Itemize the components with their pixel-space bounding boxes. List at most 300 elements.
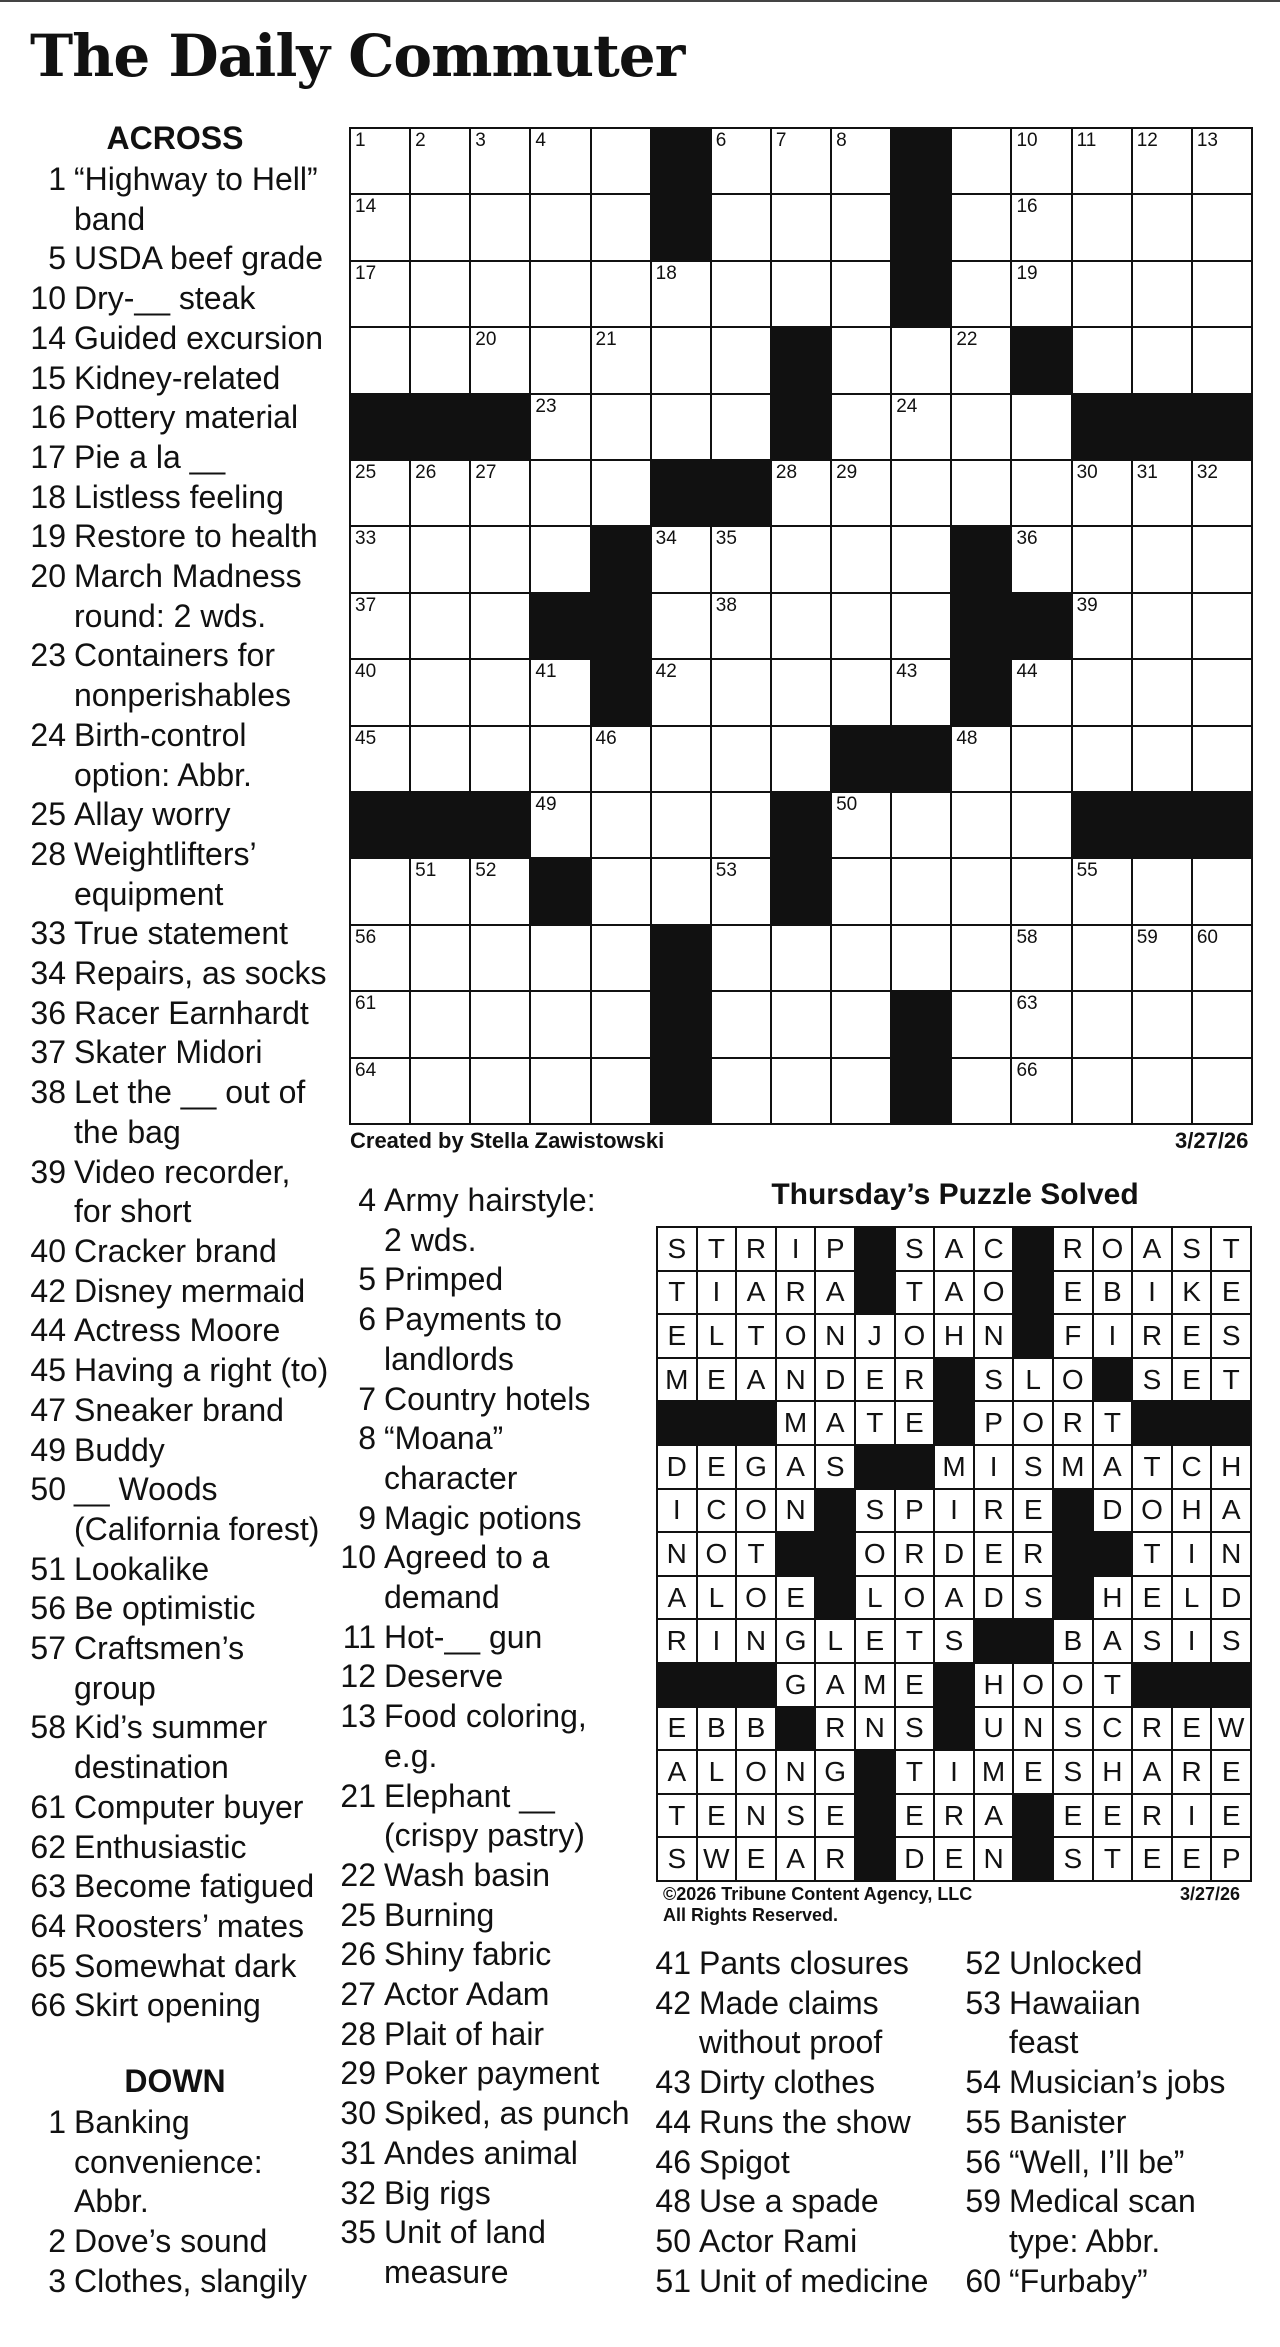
clue-line (30, 1311, 340, 1351)
grid-cell[interactable] (832, 793, 890, 857)
grid-cell[interactable] (892, 461, 950, 525)
solution-block (1054, 1533, 1092, 1575)
solution-letter: T (1133, 1533, 1171, 1575)
solution-letter: S (896, 1228, 934, 1270)
clue-text: type: Abbr. (1009, 2222, 1161, 2259)
solution-letter: T (1212, 1228, 1250, 1270)
grid-block (592, 527, 650, 591)
grid-cell[interactable] (531, 262, 589, 326)
grid-cell[interactable] (1133, 660, 1191, 724)
solution-letter: R (975, 1490, 1013, 1532)
clue-text: destination (74, 1749, 229, 1786)
grid-cell[interactable] (351, 594, 409, 658)
grid-cell[interactable] (772, 660, 830, 724)
clue-line (340, 1935, 640, 1975)
grid-cell[interactable] (712, 527, 770, 591)
grid-cell[interactable] (1012, 793, 1070, 857)
solution-letter: E (698, 1795, 736, 1837)
grid-cell[interactable] (1193, 926, 1251, 990)
clue-number: 8 (358, 1420, 376, 1457)
clue-number: 51 (655, 2262, 691, 2299)
grid-cell[interactable] (1073, 926, 1131, 990)
grid-cell[interactable] (1133, 328, 1191, 392)
solution-letter: E (1212, 1751, 1250, 1793)
solution-letter: B (1054, 1620, 1092, 1662)
clue-text: 2 wds. (384, 1221, 477, 1258)
solution-letter: O (737, 1751, 775, 1793)
grid-cell[interactable] (471, 262, 529, 326)
solution-letter: A (737, 1359, 775, 1401)
grid-cell[interactable] (592, 1059, 650, 1123)
grid-cell[interactable] (411, 195, 469, 259)
clue-text: __ Woods (74, 1471, 218, 1508)
solution-letter: A (975, 1795, 1013, 1837)
grid-cell[interactable] (592, 793, 650, 857)
grid-cell[interactable] (1133, 859, 1191, 923)
clue-number: 48 (655, 2183, 691, 2220)
grid-cell[interactable] (1193, 992, 1251, 1056)
cell-number: 16 (1016, 196, 1038, 218)
solution-letter: G (737, 1446, 775, 1488)
grid-cell[interactable] (832, 926, 890, 990)
grid-cell[interactable] (832, 660, 890, 724)
grid-cell[interactable] (531, 793, 589, 857)
clue-line (340, 2253, 640, 2293)
grid-cell[interactable] (832, 328, 890, 392)
clue-text: Shiny fabric (384, 1936, 552, 1973)
crossword-grid[interactable] (349, 127, 1253, 1125)
grid-cell[interactable] (531, 461, 589, 525)
cell-number: 18 (655, 262, 677, 284)
grid-cell[interactable] (1012, 395, 1070, 459)
grid-cell[interactable] (892, 926, 950, 990)
grid-cell[interactable] (1073, 1059, 1131, 1123)
grid-block (531, 859, 589, 923)
grid-block (652, 461, 710, 525)
grid-cell[interactable] (832, 195, 890, 259)
clue-line (655, 2143, 955, 2183)
clue-line (30, 914, 340, 954)
grid-cell[interactable] (892, 660, 950, 724)
grid-cell[interactable] (411, 992, 469, 1056)
solution-letter: E (935, 1838, 973, 1880)
clue-text: Restore to health (74, 518, 318, 555)
grid-cell[interactable] (652, 395, 710, 459)
grid-cell[interactable] (471, 660, 529, 724)
grid-cell[interactable] (712, 926, 770, 990)
grid-cell[interactable] (351, 727, 409, 791)
grid-cell[interactable] (712, 992, 770, 1056)
clue-number: 50 (30, 1471, 66, 1508)
clue-text: Made claims (699, 1984, 879, 2021)
grid-cell[interactable] (471, 1059, 529, 1123)
clue-line (30, 160, 340, 200)
grid-cell[interactable] (832, 395, 890, 459)
grid-cell[interactable] (712, 594, 770, 658)
solution-block (1014, 1228, 1052, 1270)
byline: Created by Stella Zawistowski (350, 1128, 665, 1153)
clue-text: Guided excursion (74, 319, 324, 356)
clue-number: 39 (30, 1153, 66, 1190)
clue-line (30, 2143, 340, 2183)
grid-cell[interactable] (892, 859, 950, 923)
clue-text: “Furbaby” (1009, 2262, 1148, 2299)
grid-cell[interactable] (411, 1059, 469, 1123)
across-heading: ACROSS (106, 120, 244, 156)
grid-cell[interactable] (712, 262, 770, 326)
solution-letter: A (935, 1228, 973, 1270)
grid-cell[interactable] (1193, 195, 1251, 259)
grid-cell[interactable] (1073, 660, 1131, 724)
grid-cell[interactable] (952, 461, 1010, 525)
grid-cell[interactable] (772, 262, 830, 326)
grid-cell[interactable] (892, 793, 950, 857)
grid-cell[interactable] (1073, 594, 1131, 658)
clue-text: Sneaker brand (74, 1391, 284, 1428)
grid-cell[interactable] (1073, 461, 1131, 525)
grid-cell[interactable] (1073, 727, 1131, 791)
clue-number: 58 (30, 1709, 66, 1746)
grid-cell[interactable] (1133, 727, 1191, 791)
grid-cell[interactable] (471, 594, 529, 658)
grid-cell[interactable] (1012, 195, 1070, 259)
solution-letter: N (1212, 1533, 1250, 1575)
grid-cell[interactable] (832, 129, 890, 193)
grid-cell[interactable] (1012, 1059, 1070, 1123)
grid-cell[interactable] (952, 129, 1010, 193)
grid-cell[interactable] (531, 527, 589, 591)
grid-cell[interactable] (1133, 262, 1191, 326)
grid-cell[interactable] (1193, 660, 1251, 724)
solution-block (698, 1664, 736, 1706)
grid-cell[interactable] (832, 262, 890, 326)
grid-cell[interactable] (1073, 992, 1131, 1056)
clue-text: Big rigs (384, 2174, 491, 2211)
cell-number: 60 (1196, 926, 1218, 948)
grid-cell[interactable] (832, 992, 890, 1056)
grid-cell[interactable] (712, 727, 770, 791)
grid-cell[interactable] (1193, 262, 1251, 326)
grid-cell[interactable] (411, 926, 469, 990)
grid-cell[interactable] (351, 195, 409, 259)
clue-text: Poker payment (384, 2055, 600, 2092)
grid-cell[interactable] (1133, 461, 1191, 525)
grid-cell[interactable] (351, 461, 409, 525)
grid-cell[interactable] (1073, 859, 1131, 923)
solution-letter: T (737, 1315, 775, 1357)
grid-cell[interactable] (592, 461, 650, 525)
grid-cell[interactable] (1012, 926, 1070, 990)
grid-cell[interactable] (351, 129, 409, 193)
clue-number: 25 (30, 796, 66, 833)
grid-cell[interactable] (531, 727, 589, 791)
grid-cell[interactable] (832, 461, 890, 525)
grid-cell[interactable] (471, 195, 529, 259)
grid-cell[interactable] (351, 926, 409, 990)
grid-cell[interactable] (652, 793, 710, 857)
grid-cell[interactable] (892, 328, 950, 392)
grid-cell[interactable] (1012, 262, 1070, 326)
grid-cell[interactable] (952, 793, 1010, 857)
grid-cell[interactable] (531, 395, 589, 459)
grid-cell[interactable] (1193, 328, 1251, 392)
grid-cell[interactable] (952, 328, 1010, 392)
solution-letter: E (816, 1795, 854, 1837)
solution-letter: I (935, 1751, 973, 1793)
solution-letter: E (777, 1577, 815, 1619)
grid-cell[interactable] (652, 527, 710, 591)
clue-line (30, 1629, 340, 1669)
clue-line (655, 2222, 955, 2262)
solution-block (1173, 1402, 1211, 1444)
clue-line (340, 2094, 640, 2134)
clue-line (30, 1986, 340, 2026)
grid-cell[interactable] (1193, 594, 1251, 658)
clue-text: measure (384, 2253, 509, 2290)
solution-letter: R (1133, 1795, 1171, 1837)
clue-line (340, 1657, 640, 1697)
grid-cell[interactable] (1012, 992, 1070, 1056)
grid-cell[interactable] (592, 859, 650, 923)
grid-cell[interactable] (471, 129, 529, 193)
clue-line (30, 1669, 340, 1709)
grid-cell[interactable] (1012, 727, 1070, 791)
grid-cell[interactable] (1012, 129, 1070, 193)
grid-cell[interactable] (772, 1059, 830, 1123)
solution-letter: I (658, 1490, 696, 1532)
grid-block (712, 461, 770, 525)
clue-line (340, 1260, 640, 1300)
solution-letter: R (816, 1708, 854, 1750)
clue-text: band (74, 200, 146, 237)
grid-cell[interactable] (351, 527, 409, 591)
solution-letter: W (1212, 1708, 1250, 1750)
puzzle-date: 3/27/26 (1175, 1128, 1249, 1153)
grid-cell[interactable] (1073, 527, 1131, 591)
grid-cell[interactable] (712, 793, 770, 857)
grid-cell[interactable] (592, 328, 650, 392)
grid-cell[interactable] (772, 727, 830, 791)
grid-cell[interactable] (1133, 195, 1191, 259)
grid-cell[interactable] (772, 527, 830, 591)
grid-cell[interactable] (1012, 859, 1070, 923)
grid-cell[interactable] (531, 660, 589, 724)
cell-number: 63 (1016, 993, 1038, 1015)
clue-line (340, 2213, 640, 2253)
grid-cell[interactable] (952, 195, 1010, 259)
grid-cell[interactable] (351, 992, 409, 1056)
grid-cell[interactable] (712, 859, 770, 923)
grid-cell[interactable] (1133, 527, 1191, 591)
solution-letter: A (935, 1577, 973, 1619)
grid-cell[interactable] (411, 527, 469, 591)
grid-cell[interactable] (832, 527, 890, 591)
grid-cell[interactable] (712, 660, 770, 724)
clue-line (30, 2103, 340, 2143)
grid-cell[interactable] (351, 262, 409, 326)
grid-cell[interactable] (592, 129, 650, 193)
grid-cell[interactable] (411, 660, 469, 724)
grid-cell[interactable] (471, 727, 529, 791)
grid-cell[interactable] (772, 129, 830, 193)
grid-cell[interactable] (772, 926, 830, 990)
grid-cell[interactable] (592, 727, 650, 791)
grid-cell[interactable] (1073, 129, 1131, 193)
clue-line (30, 1153, 340, 1193)
grid-cell[interactable] (712, 129, 770, 193)
solution-date: 3/27/26 (1180, 1884, 1241, 1904)
grid-cell[interactable] (772, 992, 830, 1056)
grid-cell[interactable] (471, 461, 529, 525)
grid-cell[interactable] (772, 195, 830, 259)
grid-cell[interactable] (471, 859, 529, 923)
grid-cell[interactable] (892, 527, 950, 591)
grid-cell[interactable] (1193, 727, 1251, 791)
grid-cell[interactable] (952, 727, 1010, 791)
grid-cell[interactable] (712, 395, 770, 459)
grid-cell[interactable] (471, 992, 529, 1056)
grid-cell[interactable] (1012, 527, 1070, 591)
grid-cell[interactable] (892, 395, 950, 459)
clue-number: 56 (965, 2143, 1001, 2180)
grid-cell[interactable] (1073, 262, 1131, 326)
solution-letter: N (777, 1359, 815, 1401)
grid-block (1012, 328, 1070, 392)
solution-letter: C (1173, 1446, 1211, 1488)
grid-cell[interactable] (592, 992, 650, 1056)
solution-letter: A (1133, 1751, 1171, 1793)
clue-number: 1 (48, 161, 66, 197)
solution-letter: R (1054, 1228, 1092, 1270)
solution-letter: K (1173, 1272, 1211, 1314)
solution-block (856, 1228, 894, 1270)
grid-cell[interactable] (712, 1059, 770, 1123)
grid-cell[interactable] (652, 660, 710, 724)
solution-letter: E (896, 1664, 934, 1706)
grid-cell[interactable] (832, 859, 890, 923)
grid-cell[interactable] (351, 1059, 409, 1123)
grid-cell[interactable] (1133, 992, 1191, 1056)
grid-cell[interactable] (1193, 461, 1251, 525)
grid-cell[interactable] (1073, 328, 1131, 392)
grid-cell[interactable] (411, 461, 469, 525)
grid-cell[interactable] (411, 727, 469, 791)
grid-cell[interactable] (652, 859, 710, 923)
grid-block (952, 660, 1010, 724)
grid-cell[interactable] (712, 195, 770, 259)
grid-cell[interactable] (531, 195, 589, 259)
solution-letter: D (1212, 1577, 1250, 1619)
cell-number: 10 (1016, 130, 1038, 151)
grid-cell[interactable] (772, 594, 830, 658)
solution-letter: L (856, 1577, 894, 1619)
grid-cell[interactable] (832, 594, 890, 658)
grid-cell[interactable] (1193, 129, 1251, 193)
grid-cell[interactable] (531, 1059, 589, 1123)
clue-text: Roosters’ mates (74, 1907, 304, 1944)
grid-cell[interactable] (952, 859, 1010, 923)
grid-cell[interactable] (1133, 1059, 1191, 1123)
grid-cell[interactable] (531, 992, 589, 1056)
grid-cell[interactable] (1012, 660, 1070, 724)
clue-number: 9 (358, 1499, 376, 1536)
grid-cell[interactable] (411, 328, 469, 392)
grid-cell[interactable] (892, 594, 950, 658)
grid-block (1133, 395, 1191, 459)
grid-cell[interactable] (1012, 461, 1070, 525)
cell-number: 55 (1076, 860, 1098, 882)
grid-cell[interactable] (712, 328, 770, 392)
grid-cell[interactable] (652, 594, 710, 658)
clue-line (340, 1777, 640, 1817)
grid-cell[interactable] (592, 926, 650, 990)
grid-cell[interactable] (531, 328, 589, 392)
grid-cell[interactable] (531, 129, 589, 193)
grid-cell[interactable] (471, 926, 529, 990)
grid-cell[interactable] (652, 328, 710, 392)
down-clue-list-2 (340, 1181, 640, 2293)
grid-cell[interactable] (1193, 1059, 1251, 1123)
solution-letter: R (1133, 1315, 1171, 1357)
grid-cell[interactable] (1133, 129, 1191, 193)
grid-block (652, 195, 710, 259)
clue-number: 23 (30, 637, 66, 674)
clue-line (340, 1340, 640, 1380)
grid-cell[interactable] (772, 461, 830, 525)
clue-text: Elephant __ (384, 1777, 555, 1814)
grid-cell[interactable] (592, 262, 650, 326)
clue-text: Buddy (74, 1431, 165, 1468)
grid-block (652, 926, 710, 990)
grid-cell[interactable] (1133, 926, 1191, 990)
grid-cell[interactable] (411, 594, 469, 658)
clue-number: 28 (340, 2015, 376, 2052)
grid-cell[interactable] (592, 195, 650, 259)
grid-cell[interactable] (411, 129, 469, 193)
grid-cell[interactable] (952, 926, 1010, 990)
cell-number: 42 (655, 661, 677, 683)
grid-cell[interactable] (592, 395, 650, 459)
clue-number: 43 (655, 2064, 691, 2101)
solution-letter: R (777, 1272, 815, 1314)
grid-cell[interactable] (832, 1059, 890, 1123)
solution-letter: E (1212, 1795, 1250, 1837)
grid-cell[interactable] (1193, 859, 1251, 923)
grid-cell[interactable] (652, 262, 710, 326)
solution-title: Thursday’s Puzzle Solved (771, 1178, 1139, 1211)
grid-cell[interactable] (351, 328, 409, 392)
grid-cell[interactable] (471, 527, 529, 591)
grid-cell[interactable] (471, 328, 529, 392)
solution-letter: L (816, 1620, 854, 1662)
grid-cell[interactable] (952, 262, 1010, 326)
grid-cell[interactable] (1073, 195, 1131, 259)
grid-cell[interactable] (351, 660, 409, 724)
grid-cell[interactable] (531, 926, 589, 990)
grid-cell[interactable] (1133, 594, 1191, 658)
grid-cell[interactable] (952, 395, 1010, 459)
clue-text: Pants closures (699, 1945, 909, 1981)
grid-cell[interactable] (952, 1059, 1010, 1123)
grid-block (832, 727, 890, 791)
grid-cell[interactable] (351, 859, 409, 923)
grid-cell[interactable] (411, 262, 469, 326)
cell-number: 1 (355, 130, 366, 151)
grid-cell[interactable] (652, 727, 710, 791)
grid-cell[interactable] (411, 859, 469, 923)
grid-cell[interactable] (1193, 527, 1251, 591)
grid-cell[interactable] (952, 992, 1010, 1056)
